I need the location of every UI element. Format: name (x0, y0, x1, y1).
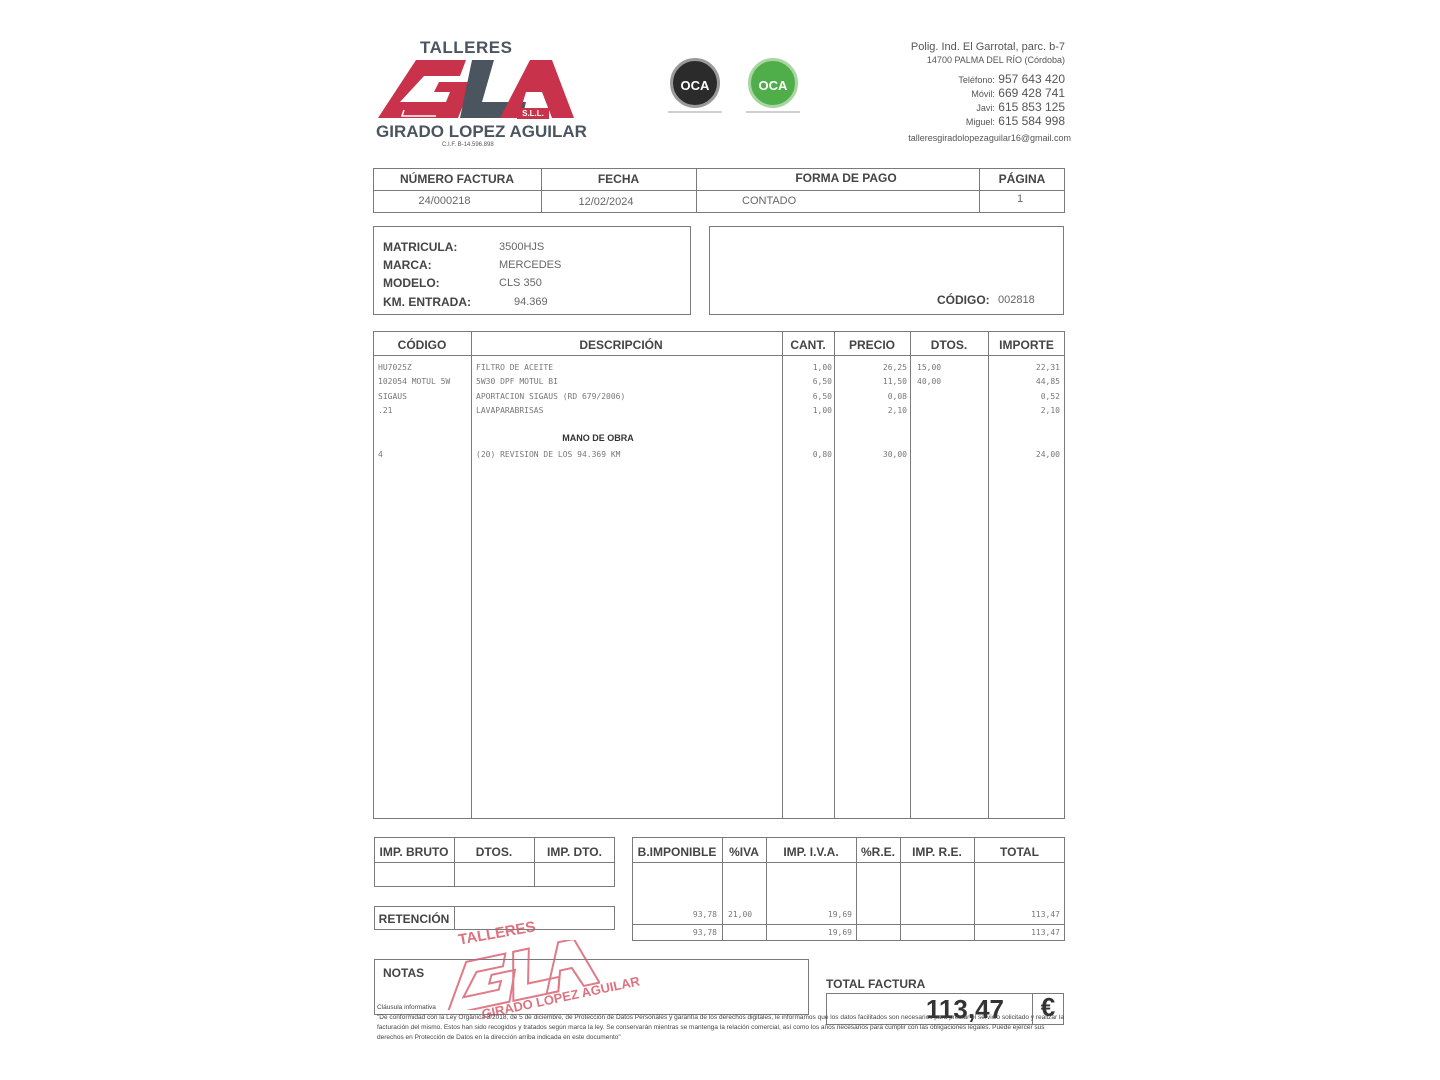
discounts-header: DTOS. (475, 845, 513, 859)
col-amount-header: IMPORTE (999, 338, 1054, 352)
payment-method-label: FORMA DE PAGO (795, 171, 897, 185)
item-code: HU7025Z (378, 363, 412, 372)
euro-currency-icon: € (1040, 992, 1056, 1022)
oca-certification-icon: OCA (670, 58, 720, 108)
item-amount: 2,10 (1040, 406, 1060, 415)
item-quantity: 6,50 (812, 377, 832, 386)
phone-mobile: Móvil: 669 428 741 (971, 86, 1065, 100)
item-code: SIGAUS (378, 392, 407, 401)
vat-amount-value: 19,69 (827, 928, 852, 937)
vat-amount-value: 19,69 (827, 910, 852, 919)
item-amount: 22,31 (1035, 363, 1060, 372)
item-discount: 15,00 (917, 363, 942, 372)
model-label: MODELO: (383, 276, 440, 290)
tax-base-value: 93,78 (692, 928, 717, 937)
company-name: GIRADO LOPEZ AGUILAR (376, 122, 587, 141)
address-line-1: Polig. Ind. El Garrotal, parc. b-7 (910, 41, 1065, 53)
vat-amount-header: IMP. I.V.A. (783, 845, 839, 859)
item-quantity: 6,50 (812, 392, 832, 401)
re-amount-header: IMP. R.E. (912, 845, 962, 859)
col-discount-header: DTOS. (930, 338, 968, 352)
phone-javi: Javi: 615 853 125 (976, 100, 1065, 114)
vat-rate-header: %IVA (729, 845, 759, 859)
labor-section-label: MANO DE OBRA (562, 433, 634, 443)
tax-base-header: B.IMPONIBLE (637, 845, 717, 859)
client-code-value: 002818 (998, 294, 1035, 306)
km-label: KM. ENTRADA: (383, 295, 471, 309)
date-label: FECHA (597, 172, 640, 186)
logo-talleres: TALLERES (420, 38, 513, 57)
item-code: 102054 MOTUL 5W (378, 377, 451, 386)
item-description: LAVAPARABRISAS (476, 406, 544, 415)
col-code-header: CÓDIGO (397, 338, 447, 352)
cert-caption-line (746, 111, 800, 113)
total-value: 113,47 (1031, 928, 1060, 937)
stamp-title: TALLERES (457, 918, 537, 949)
item-price: 2,10 (887, 406, 907, 415)
item-price: 30,00 (882, 450, 907, 459)
oca-environment-certification-icon: OCA (748, 58, 798, 108)
invoice-number: 24/000218 (418, 195, 471, 207)
stamp-company-name: GIRADO LOPEZ AGUILAR (480, 973, 642, 1022)
col-quantity-header: CANT. (790, 338, 826, 352)
total-invoice-label: TOTAL FACTURA (826, 977, 926, 991)
company-email: talleresgiradolopezaguilar16@gmail.com (908, 133, 1071, 143)
brand-label: MARCA: (383, 258, 432, 272)
logo-sll-badge: S.L.L. (517, 108, 549, 119)
vat-rate-value: 21,00 (728, 910, 753, 919)
model-value: CLS 350 (499, 277, 542, 289)
item-price: 0,08 (887, 392, 907, 401)
phone-miguel: Miguel: 615 584 998 (965, 114, 1065, 128)
item-quantity: 0,80 (812, 450, 832, 459)
item-description: FILTRO DE ACEITE (476, 363, 554, 372)
item-amount: 44,85 (1035, 377, 1060, 386)
phone-main: Teléfono: 957 643 420 (958, 72, 1065, 86)
payment-method: CONTADO (742, 195, 797, 207)
total-header: TOTAL (1000, 845, 1039, 859)
item-price: 26,25 (882, 363, 907, 372)
brand-value: MERCEDES (499, 259, 562, 271)
item-amount: 0,52 (1040, 392, 1060, 401)
col-description-header: DESCRIPCIÓN (579, 338, 663, 352)
items-table (373, 331, 1065, 819)
company-cif: C.I.F. B-14.596.898 (442, 142, 494, 148)
discount-amount-header: IMP. DTO. (547, 845, 602, 859)
invoice-date: 12/02/2024 (578, 196, 634, 208)
page-label: PÁGINA (998, 172, 1046, 186)
item-quantity: 1,00 (812, 406, 832, 415)
item-quantity: 1,00 (812, 363, 832, 372)
legal-clause-title: Cláusula informativa (377, 1004, 436, 1011)
gross-amount-header: IMP. BRUTO (379, 845, 449, 859)
page-number: 1 (1016, 193, 1024, 205)
item-price: 11,50 (882, 377, 907, 386)
item-description: APORTACION SIGAUS (RD 679/2006) (476, 392, 626, 401)
plate-value: 3500HJS (499, 241, 545, 253)
legal-clause-text: "De conformidad con la Ley Orgánica 3/2018, de 5 de diciembre, de Protección de Datos Personales y garantía de los derechos digitales, le informamos que los datos facilitados son necesarios para prestar el servicio solicitado y realizar la facturación del mismo. Estos han sido recogidos y tratados según marca la ley. Se conservarán mientras se mantenga la relación comercial, así como los años necesarios para cumplir con las obligaciones legales. Puede ejercer sus derechos en Protección de Datos en la dirección arriba indicada en este documento" (377, 1014, 1064, 1041)
item-amount: 24,00 (1035, 450, 1060, 459)
cert-caption-line (668, 111, 722, 113)
plate-label: MATRICULA: (383, 240, 458, 254)
invoice-number-label: NÚMERO FACTURA (400, 172, 514, 186)
address-line-2: 14700 PALMA DEL RÍO (Córdoba) (926, 55, 1065, 65)
km-value: 94.369 (514, 296, 548, 308)
total-value: 113,47 (1031, 910, 1060, 919)
item-description: (20) REVISION DE LOS 94.369 KM (476, 450, 621, 459)
item-discount: 40,00 (917, 377, 942, 386)
item-code: 4 (378, 450, 383, 459)
col-price-header: PRECIO (848, 338, 895, 352)
re-rate-header: %R.E. (860, 845, 895, 859)
notes-label: NOTAS (383, 966, 425, 980)
item-code: .21 (378, 406, 393, 415)
item-description: 5W30 DPF MOTUL BI (476, 377, 558, 386)
client-code-label: CÓDIGO: (937, 293, 990, 307)
tax-base-value: 93,78 (692, 910, 717, 919)
total-invoice-value: 113,47 (925, 994, 1004, 1024)
retention-label: RETENCIÓN (378, 912, 450, 926)
